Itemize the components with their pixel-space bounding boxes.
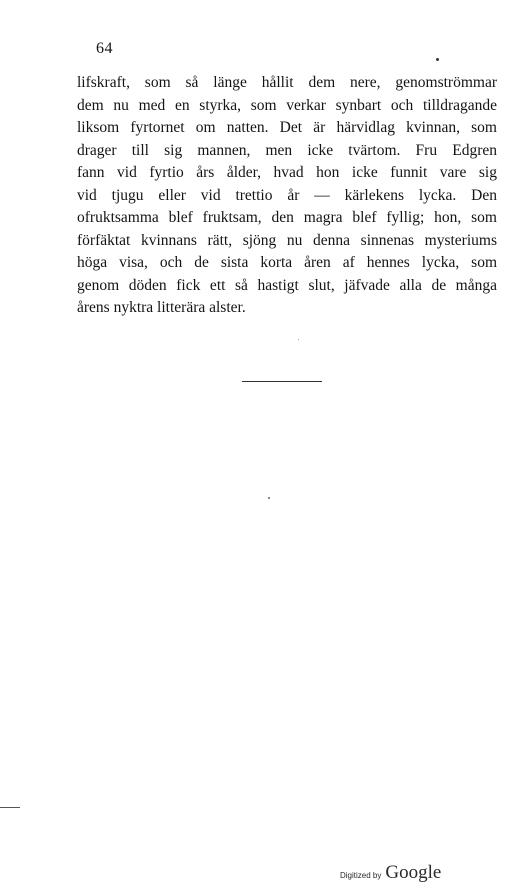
text-line: fann vid fyrtio års ålder, hvad hon icke funnit vare sig: [77, 164, 497, 181]
print-speck: [436, 58, 439, 61]
print-speck: [268, 497, 270, 499]
digitized-watermark: [340, 862, 441, 884]
text-line: dem nu med en styrka, som verkar synbart och tilldragande: [77, 96, 497, 114]
text-line: vid tjugu eller vid trettio år — kärlekens lycka. Den: [77, 186, 497, 204]
margin-edge-mark: [0, 807, 20, 808]
text-line: ofruktsamma blef fruktsam, den magra blef fyllig; hon, som: [77, 209, 497, 226]
text-line: drager till sig mannen, men icke tvärtom. Fru Edgren: [77, 141, 497, 159]
watermark-prefix: Digitized by: [340, 871, 382, 880]
text-line: årens nyktra litterära alster.: [77, 299, 246, 316]
text-line: liksom fyrtornet om natten. Det är härvidlag kvinnan, som: [77, 119, 497, 136]
watermark-brand: Google: [385, 862, 442, 883]
section-end-rule: [242, 381, 322, 382]
body-text: [77, 72, 497, 320]
print-speck: [298, 339, 299, 340]
page-number: 64: [96, 40, 113, 57]
text-line: förfäktat kvinnans rätt, sjöng nu denna sinnenas mysteriums: [77, 231, 497, 249]
text-line: höga visa, och de sista korta åren af hennes lycka, som: [77, 254, 497, 271]
text-line: lifskraft, som så länge hållit dem nere, genomströmmar: [77, 74, 497, 91]
text-line: genom döden fick ett så hastigt slut, jäfvade alla de många: [77, 276, 497, 294]
